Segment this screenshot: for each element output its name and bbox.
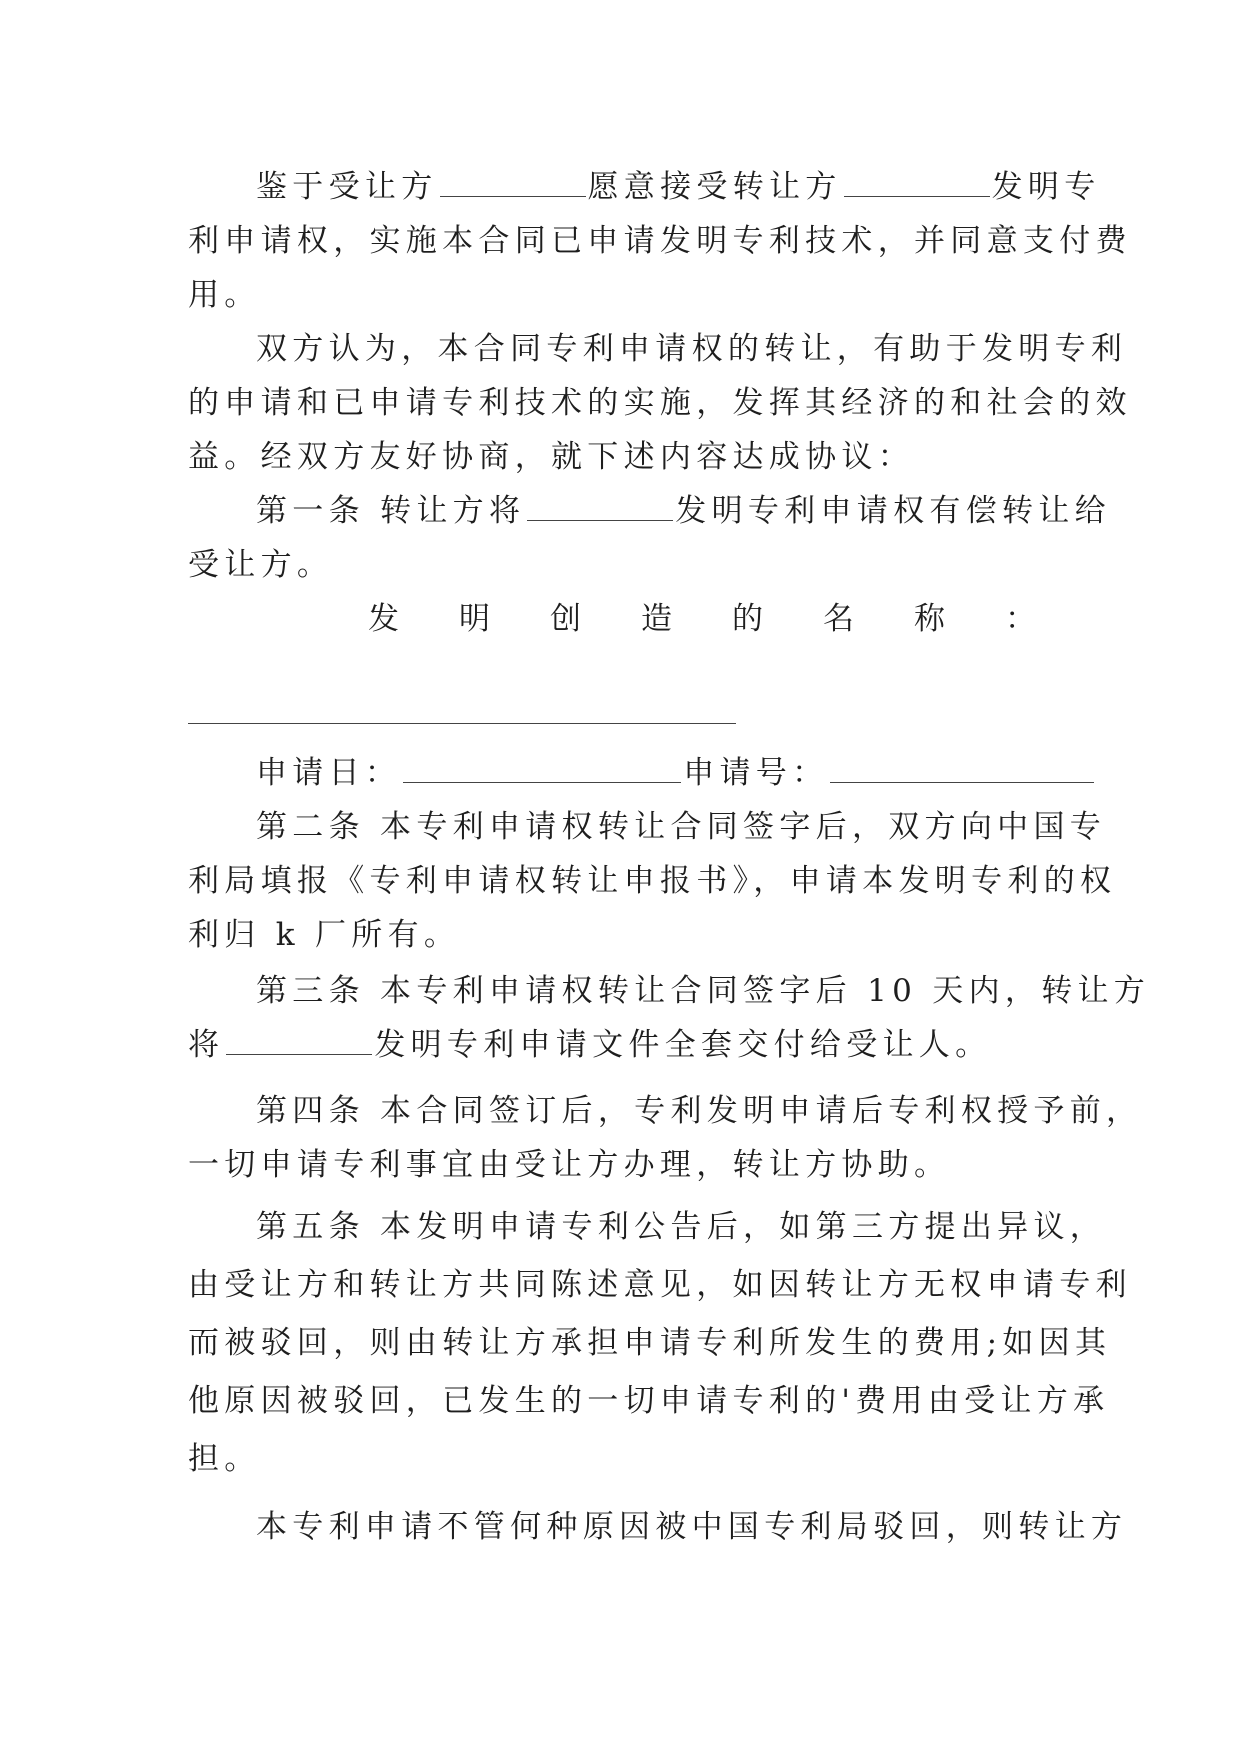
article5-line1: 第五条 本发明申请专利公告后，如第三方提出异议， (256, 1209, 1107, 1245)
text: 将 (188, 1027, 225, 1063)
invention-name-label: 发 明 创 造 的 名 称 ： (368, 601, 1036, 637)
article5-line2: 由受让方和转让方共同陈述意见，如因转让方无权申请专利 (188, 1267, 1132, 1303)
patent-name-blank-2 (226, 1020, 372, 1055)
application-number-blank (830, 748, 1094, 783)
application-info-line (188, 744, 1054, 802)
application-date-blank (403, 748, 681, 783)
article5-line3: 而被驳回，则由转让方承担申请专利所发生的费用;如因其 (188, 1325, 1112, 1361)
application-date-label: 申请日： (256, 755, 402, 791)
transferee-blank (440, 162, 586, 197)
article4-line1: 第四条 本合同签订后，专利发明申请后专利权授予前， (256, 1093, 1143, 1129)
para1-line1 (188, 158, 1101, 216)
article3-line2 (188, 1016, 1054, 1074)
text: 发明专 (991, 169, 1101, 205)
article2-line3: 利归 k 厂所有。 (188, 917, 461, 953)
para2-line1: 双方认为，本合同专利申请权的转让，有助于发明专利 (256, 331, 1128, 367)
text: 鉴于受让方 (256, 169, 438, 205)
article2-line2: 利局填报《专利申请权转让申报书》，申请本发明专利的权 (188, 863, 1117, 899)
article5-line4: 他原因被驳回，已发生的一切申请专利的'费用由受让方承 (188, 1383, 1110, 1419)
article5-line5: 担。 (188, 1441, 261, 1477)
article1-line1 (188, 482, 1111, 540)
para2-line2: 的申请和已申请专利技术的实施，发挥其经济的和社会的效 (188, 385, 1132, 421)
para1-line2: 利申请权，实施本合同已申请发明专利技术，并同意支付费 (188, 223, 1132, 259)
article3-line1: 第三条 本专利申请权转让合同签字后 10 天内，转让方 (256, 973, 1151, 1009)
text: 第一条 转让方将 (256, 493, 526, 529)
para2-line3: 益。经双方友好协商，就下述内容达成协议： (188, 439, 914, 475)
text: 发明专利申请文件全套交付给受让人。 (374, 1027, 992, 1063)
text: 发明专利申请权有偿转让给 (675, 493, 1111, 529)
application-number-label: 申请号： (683, 755, 829, 791)
article2-line1: 第二条 本专利申请权转让合同签字后，双方向中国专 (256, 809, 1107, 845)
para1-line3: 用。 (188, 277, 261, 313)
final-para-line1: 本专利申请不管何种原因被中国专利局驳回，则转让方 (256, 1509, 1128, 1545)
article4-line2: 一切申请专利事宜由受让方办理，转让方协助。 (188, 1147, 951, 1183)
article1-line2: 受让方。 (188, 547, 334, 583)
patent-name-blank (527, 486, 673, 521)
text: 愿意接受转让方 (587, 169, 842, 205)
invention-name-blank (188, 723, 736, 724)
transferor-blank (844, 162, 990, 197)
